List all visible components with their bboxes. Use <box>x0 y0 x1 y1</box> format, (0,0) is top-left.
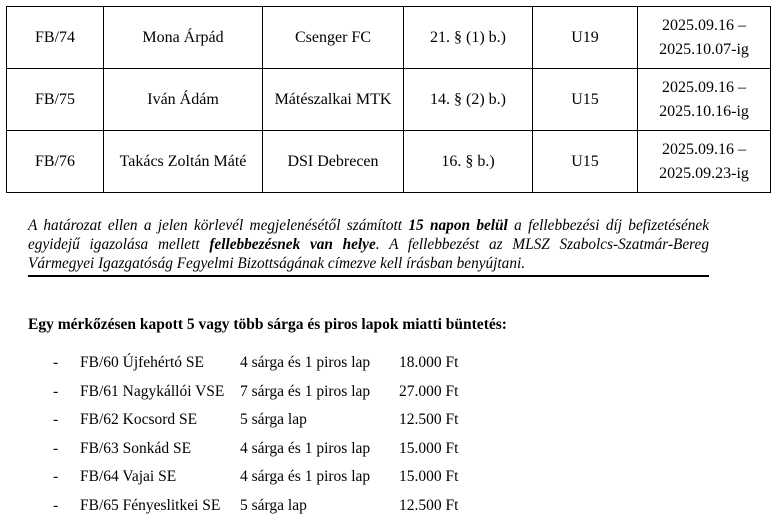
appeal-note-text: . A fellebbezést az MLSZ Szabolcs-Szatmár-Bereg Vármegyei Igazgatóság Fegyelmi Bizottságának címezve kell írásban benyújtani. <box>28 236 709 272</box>
penalty-reason: 4 sárga és 1 piros lap <box>240 439 371 457</box>
list-item <box>0 492 779 521</box>
validity-period <box>638 69 771 131</box>
appeal-note <box>28 216 709 277</box>
decision-id: FB/75 <box>7 69 104 131</box>
rule-reference: 14. § (2) b.) <box>404 69 533 131</box>
penalty-fine: 12.500 Ft <box>399 496 459 514</box>
table-row <box>7 7 771 69</box>
penalty-team: FB/60 Újfehértó SE <box>80 354 204 371</box>
table-row <box>7 69 771 131</box>
valid-to: 2025.10.07-ig <box>659 40 749 58</box>
rule-reference: 21. § (1) b.) <box>404 7 533 69</box>
list-bullet: - <box>53 411 59 429</box>
penalty-reason: 5 sárga lap <box>240 411 307 429</box>
player-name: Iván Ádám <box>104 69 263 131</box>
club-name: Csenger FC <box>263 7 404 69</box>
valid-from: 2025.09.16 – <box>662 78 746 96</box>
age-group: U19 <box>533 7 638 69</box>
decision-id: FB/74 <box>7 7 104 69</box>
rule-reference: 16. § b.) <box>404 131 533 193</box>
validity-period <box>638 7 771 69</box>
list-item <box>0 463 779 492</box>
list-item <box>0 435 779 464</box>
valid-to: 2025.10.16-ig <box>659 102 749 120</box>
appeal-note-text: A határozat ellen a jelen körlevél megjelenésétől számított <box>28 217 409 234</box>
club-name: Mátészalkai MTK <box>263 69 404 131</box>
list-bullet: - <box>53 382 59 400</box>
penalty-reason: 4 sárga és 1 piros lap <box>240 354 371 371</box>
penalty-fine: 18.000 Ft <box>399 354 459 371</box>
table-row <box>7 131 771 193</box>
player-name: Takács Zoltán Máté <box>104 131 263 193</box>
penalty-fine: 15.000 Ft <box>399 468 459 486</box>
valid-from: 2025.09.16 – <box>662 140 746 158</box>
penalty-fine: 15.000 Ft <box>399 439 459 457</box>
club-name: DSI Debrecen <box>263 131 404 193</box>
penalty-heading: Egy mérkőzésen kapott 5 vagy több sárga és piros lapok miatti büntetés: <box>28 316 507 333</box>
penalty-team: FB/62 Kocsord SE <box>80 411 198 429</box>
penalty-fine: 12.500 Ft <box>399 411 459 429</box>
penalty-team: FB/65 Fényeslitkei SE <box>80 496 221 514</box>
penalty-reason: 7 sárga és 1 piros lap <box>240 382 371 400</box>
decision-id: FB/76 <box>7 131 104 193</box>
age-group: U15 <box>533 131 638 193</box>
penalty-reason: 4 sárga és 1 piros lap <box>240 468 371 486</box>
disciplinary-decisions-table <box>6 6 771 193</box>
list-bullet: - <box>53 468 59 486</box>
list-item <box>0 349 779 378</box>
valid-to: 2025.09.23-ig <box>659 164 749 182</box>
penalty-team: FB/64 Vajai SE <box>80 468 177 486</box>
penalty-team: FB/61 Nagykállói VSE <box>80 382 225 400</box>
penalty-team: FB/63 Sonkád SE <box>80 439 192 457</box>
list-bullet: - <box>53 354 59 371</box>
appeal-right: fellebbezésnek van helye <box>209 236 376 253</box>
list-bullet: - <box>53 439 59 457</box>
list-item <box>0 406 779 435</box>
penalty-fine: 27.000 Ft <box>399 382 459 400</box>
appeal-deadline: 15 napon belül <box>408 217 508 234</box>
penalty-list <box>0 349 779 521</box>
valid-from: 2025.09.16 – <box>662 16 746 34</box>
player-name: Mona Árpád <box>104 7 263 69</box>
list-bullet: - <box>53 496 59 514</box>
age-group: U15 <box>533 69 638 131</box>
penalty-reason: 5 sárga lap <box>240 496 307 514</box>
list-item <box>0 378 779 407</box>
validity-period <box>638 131 771 193</box>
appeal-note-text: a fellebbezési díj befizetésének egyidejű igazolása mellett <box>28 217 709 253</box>
